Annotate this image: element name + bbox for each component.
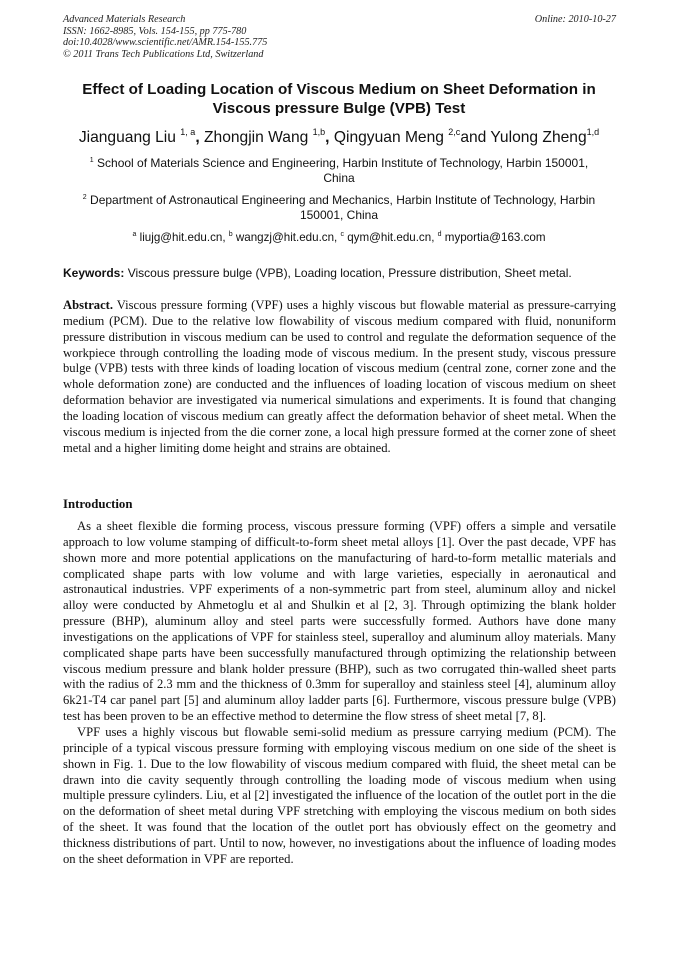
section-heading: Introduction xyxy=(63,497,133,511)
email-link[interactable]: qym@hit.edu.cn xyxy=(347,231,432,244)
online-date: Online: 2010-10-27 xyxy=(534,14,616,25)
email-sup: d xyxy=(437,231,442,238)
author-sup: 1,b xyxy=(312,127,326,137)
abstract-text: Viscous pressure forming (VPF) uses a highly viscous but flowable material as pressure-carrying medium (PCM). Due to the relative low flowability of viscous medium compared with fluid, nonuniform pressure distribution in viscous medium can be used to control and regulate the deformation sequence of the workpiece through controlling the loading mode of viscous medium. In the present study, viscous pressure bulge (VPB) tests with three kinds of loading location of viscous medium (central zone, corner zone and the whole deformation zone) are conducted and the influences of loading location of viscous medium on sheet deformation behavior are investigated via numerical simulations and experiments. It is found that changing the loading location of viscous medium can greatly affect the deformation behavior of sheet metal. When the viscous medium is injected from the die corner zone, a local high pressure formed at the corner zone of sheet metal and a higher limiting dome height and strains are obtained. xyxy=(63,298,616,455)
keywords-label: Keywords: xyxy=(63,266,125,280)
author-name: Qingyuan Meng xyxy=(333,129,444,146)
journal-doi: doi:10.4028/www.scientific.net/AMR.154-155.775 xyxy=(63,37,268,49)
keywords xyxy=(63,266,623,280)
introduction-body xyxy=(63,519,616,868)
affiliation-2 xyxy=(62,193,616,224)
abstract-label: Abstract. xyxy=(63,298,114,312)
title-line-1: Effect of Loading Location of Viscous Medium on Sheet Deformation in xyxy=(82,81,596,98)
affiliation-line: 150001, China xyxy=(299,208,379,223)
affiliation-1 xyxy=(62,156,616,187)
journal-name: Advanced Materials Research xyxy=(63,14,186,25)
abstract xyxy=(63,298,616,456)
journal-copyright: © 2011 Trans Tech Publications Ltd, Switzerland xyxy=(63,48,264,60)
paragraph: As a sheet flexible die forming process, viscous pressure forming (VPF) offers a simple and versatile approach to low volume stamping of difficult-to-form sheet metal alloys [1]. Over the past decade, VPF has shown more and more potential applications on the manufacturing of hard-to-form metallic materials and complicated shape parts with low volume and with large varieties, especially in aeronautical and astronautical industries. VPF experiments of a non-symmetric part from steel, aluminum alloy and nickel alloy were conducted by Ahmetoglu et al and Shulkin et al [2, 3]. Through optimizing the blank holder pressure (BHP), aluminum alloy and steel parts were successfully formed. Authors have done many investigations on the applications of VPF for stainless steel, superalloy and aluminum alloy materials. Many complicated shape parts have been successfully manufactured through optimizing the relationship between viscous medium pressure and blank holder pressure (BHP), such as two corrugated thin-walled sheet parts with the radius of 2.3 mm and the thickness of 0.3mm for superalloy and stainless steel [4], aluminum alloy 6k21-T4 car panel part [5] and aluminum alloy ladder parts [6]. Furthermore, viscous pressure bulge (VPB) test has been proven to be an effective method to determine the flow stress of sheet metal [7, 8]. xyxy=(63,519,616,724)
paragraph: VPF uses a highly viscous but flowable semi-solid medium as pressure carrying medium (PCM). The principle of a typical viscous pressure forming with employing viscous medium on one side of the sheet is shown in Fig. 1. Due to the low flowability of viscous medium compared with fluid, the sheet metal can be drawn into die cavity sequently through controlling the loading mode of viscous medium when using multiple pressure cylinders. Liu, et al [2] investigated the influence of the location of the outlet port in the die on the deformation of sheet metal during VPF stretching with employing the viscous medium on both sides of the sheet. It was found that the location of the outlet port has obviously effect on the geometry and thickness distributions of part. Until to now, however, no investigations about the influence of loading modes on the sheet deformation in VPF are reported. xyxy=(63,724,616,866)
author-sup: 2,c xyxy=(448,127,461,137)
affiliation-line: Department of Astronautical Engineering and Mechanics, Harbin Institute of Technology, Harbin xyxy=(90,193,596,207)
email-sup: b xyxy=(228,231,233,238)
author-name: Jianguang Liu xyxy=(78,129,176,146)
email-sup: a xyxy=(132,231,137,238)
email-link[interactable]: myportia@163.com xyxy=(444,231,546,244)
affiliation-num: 2 xyxy=(82,194,87,201)
author-sup: 1, a xyxy=(180,127,196,137)
title-line-2: Viscous pressure Bulge (VPB) Test xyxy=(212,100,466,117)
paper-title xyxy=(50,80,628,118)
journal-issn: ISSN: 1662-8985, Vols. 154-155, pp 775-780 xyxy=(63,25,247,37)
keywords-text: Viscous pressure bulge (VPB), Loading location, Pressure distribution, Sheet metal. xyxy=(127,266,572,280)
author-name: Zhongjin Wang xyxy=(204,129,309,146)
journal-header xyxy=(63,14,616,60)
email-sup: c xyxy=(340,231,344,238)
affiliation-line: School of Materials Science and Engineering, Harbin Institute of Technology, Harbin 150001, xyxy=(97,156,589,170)
email-link[interactable]: liujg@hit.edu.cn xyxy=(139,231,223,244)
affiliation-line: China xyxy=(323,171,355,186)
affiliation-num: 1 xyxy=(89,157,94,164)
author-name: Yulong Zheng xyxy=(490,129,587,146)
author-sup: 1,d xyxy=(586,127,600,137)
email-list: $^a$ liujg@hit.edu.cn, $^b$ wangzj@hit.edu.cn, $^c$ qym@hit.edu.cn, $^d$ myportia@163.com xyxy=(132,231,546,244)
email-link[interactable]: wangzj@hit.edu.cn xyxy=(235,231,335,244)
author-list: Jianguang Liu $^{1, a}$, Zhongjin Wang $^{1,b}$, Qingyuan Meng $^{2,c}$and Yulong Zheng$^{1,d}$ xyxy=(78,127,600,146)
